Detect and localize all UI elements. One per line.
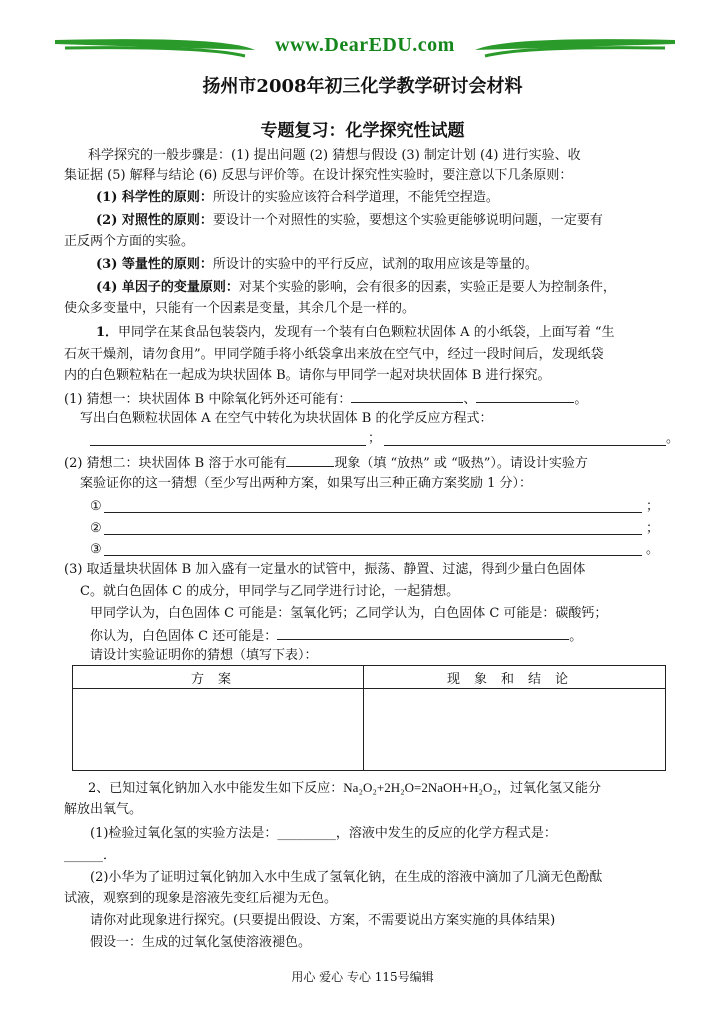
principle-3-label: (3) 等量性的原则：	[96, 257, 213, 272]
q1-sub1b: 写出白色颗粒状固体 A 在空气中转化为块状固体 B 的化学反应方程式：	[80, 411, 493, 426]
q1-sub2a-end: 现象（填 “放热” 或 “吸热”）。请设计实验方	[334, 456, 588, 471]
principle-3-text: 所设计的实验中的平行反应，试剂的取用应该是等量的。	[212, 257, 538, 272]
answer-blank-solid-c[interactable]	[277, 625, 569, 640]
q1-sub3c: 甲同学认为，白色固体 C 可能是：氢氧化钙；乙同学认为，白色固体 C 可能是：碳酸钙；	[90, 606, 608, 621]
q1-line-1	[96, 323, 614, 343]
q2-sub3: 请你对此现象进行探究。(只要提出假设、方案，不需要说出方案实施的具体结果)	[90, 913, 556, 928]
q1-sub1-sep: 、	[463, 392, 477, 407]
plan-marker-1: ①	[90, 499, 102, 514]
q2-equation: Na₂O₂+2H₂O=2NaOH+H₂O₂	[343, 780, 497, 795]
q1-sub1-end: 。	[574, 392, 588, 407]
q2-line-1	[88, 778, 601, 799]
equation-semicolon: ；	[368, 431, 382, 446]
table-cell-result[interactable]	[364, 689, 666, 771]
page-footer: 用心 爱心 专心 115号编辑	[291, 970, 434, 984]
plan-blank-3[interactable]	[104, 555, 642, 556]
header-banner	[55, 30, 675, 66]
q1-sub1-text: (1) 猜想一：块状固体 B 中除氧化钙外还可能有：	[64, 392, 352, 407]
site-url: www.DearEDU.com	[275, 34, 455, 56]
principle-4-label: (4) 单因子的变量原则：	[96, 280, 239, 295]
principle-2-cont: 正反两个方面的实验。	[64, 234, 195, 249]
q1-sub3d-end: 。	[569, 629, 583, 644]
q2-sub4: 假设一：生成的过氧化氢使溶液褪色。	[90, 935, 312, 950]
q2-sub1a: (1)检验过氧化氢的实验方法是：_________，溶液中发生的反应的化学方程式是：	[90, 826, 557, 841]
q1-sub2a-text: (2) 猜想二：块状固体 B 溶于水可能有	[64, 456, 287, 471]
plan-blank-1[interactable]	[104, 512, 642, 513]
q1-sub2b: 案验证你的这一猜想（至少写出两种方案，如果写出三种正确方案奖励 1 分）：	[80, 476, 533, 491]
q1-sub3e: 请设计实验证明你的猜想（填写下表）：	[90, 648, 318, 663]
q2-text-1b: ，过氧化氢又能分	[496, 781, 601, 796]
q1-sub2a	[64, 452, 588, 474]
q2-sub2a: (2)小华为了证明过氧化钠加入水中生成了氢氧化钠，在生成的溶液中滴加了几滴无色酚酞	[90, 870, 603, 885]
experiment-table	[72, 665, 666, 771]
plan-end-1: ；	[646, 499, 660, 514]
q2-text-1a: 2、已知过氧化钠加入水中能发生如下反应：	[88, 781, 344, 796]
answer-blank-heat[interactable]	[286, 452, 334, 467]
plan-end-3: 。	[646, 542, 660, 557]
principle-4-text: 对某个实验的影响，会有很多的因素，实验正是要人为控制条件，	[238, 280, 616, 295]
q1-sub3a: (3) 取适量块状固体 B 加入盛有一定量水的试管中，振荡、静置、过滤，得到少量白色固体	[64, 562, 586, 577]
principle-2-text: 要设计一个对照性的实验，要想这个实验更能够说明问题，一定要有	[212, 213, 603, 228]
principle-2-label: (2) 对照性的原则：	[96, 213, 213, 228]
table-header-plan: 方案	[73, 666, 364, 689]
equation-period: 。	[666, 431, 680, 446]
table-cell-plan[interactable]	[73, 689, 364, 771]
principle-3	[96, 255, 538, 275]
equation-blank-2[interactable]	[384, 445, 666, 446]
equation-blank-1[interactable]	[90, 445, 366, 446]
q1-sub1	[64, 388, 587, 410]
document-subtitle: 专题复习：化学探究性试题	[260, 121, 465, 141]
q1-text-1: 甲同学在某食品包装袋内，发现有一个装有白色颗粒状固体 A 的小纸袋，上面写着 “生	[118, 325, 615, 340]
principle-1-text: 所设计的实验应该符合科学道理，不能凭空捏造。	[212, 190, 499, 205]
q2-sub1b: ______．	[64, 848, 117, 863]
principle-2	[96, 211, 603, 231]
q1-number: 1．	[96, 325, 119, 340]
intro-line-1: 科学探究的一般步骤是：(1) 提出问题 (2) 猜想与假设 (3) 制定计划 (4) 进行实验、收	[88, 148, 581, 163]
table-header-result: 现象和结论	[364, 666, 666, 689]
principle-1-label: (1) 科学性的原则：	[96, 190, 213, 205]
plan-end-2: ；	[646, 521, 660, 536]
q2-sub2b: 试液，观察到的现象是溶液先变红后褪为无色。	[64, 891, 338, 906]
principle-4-cont: 使众多变量中，只能有一个因素是变量，其余几个是一样的。	[64, 301, 416, 316]
table-header-row	[73, 666, 666, 689]
q1-line-3: 内的白色颗粒粘在一起成为块状固体 B。请你与甲同学一起对块状固体 B 进行探究。	[64, 368, 551, 383]
q1-sub3d	[90, 625, 582, 647]
q1-sub3d-text: 你认为，白色固体 C 还可能是：	[90, 629, 278, 644]
table-row	[73, 689, 666, 771]
q2-line-2: 解放出氧气。	[64, 802, 143, 817]
principle-1	[96, 188, 499, 208]
answer-blank-1[interactable]	[351, 388, 463, 403]
plan-marker-2: ②	[90, 521, 102, 536]
principle-4	[96, 278, 616, 298]
plan-blank-2[interactable]	[104, 534, 642, 535]
answer-blank-2[interactable]	[476, 388, 574, 403]
q1-sub3b: C。就白色固体 C 的成分，甲同学与乙同学进行讨论，一起猜想。	[80, 584, 460, 599]
q1-line-2: 石灰干燥剂，请勿食用”。甲同学随手将小纸袋拿出来放在空气中，经过一段时间后，发现纸袋	[64, 347, 604, 362]
document-title: 扬州市2008年初三化学教学研讨会材料	[202, 76, 523, 97]
plan-marker-3: ③	[90, 542, 102, 557]
intro-line-2: 集证据 (5) 解释与结论 (6) 反思与评价等。在设计探究性实验时，要注意以下几条原则：	[64, 168, 573, 183]
